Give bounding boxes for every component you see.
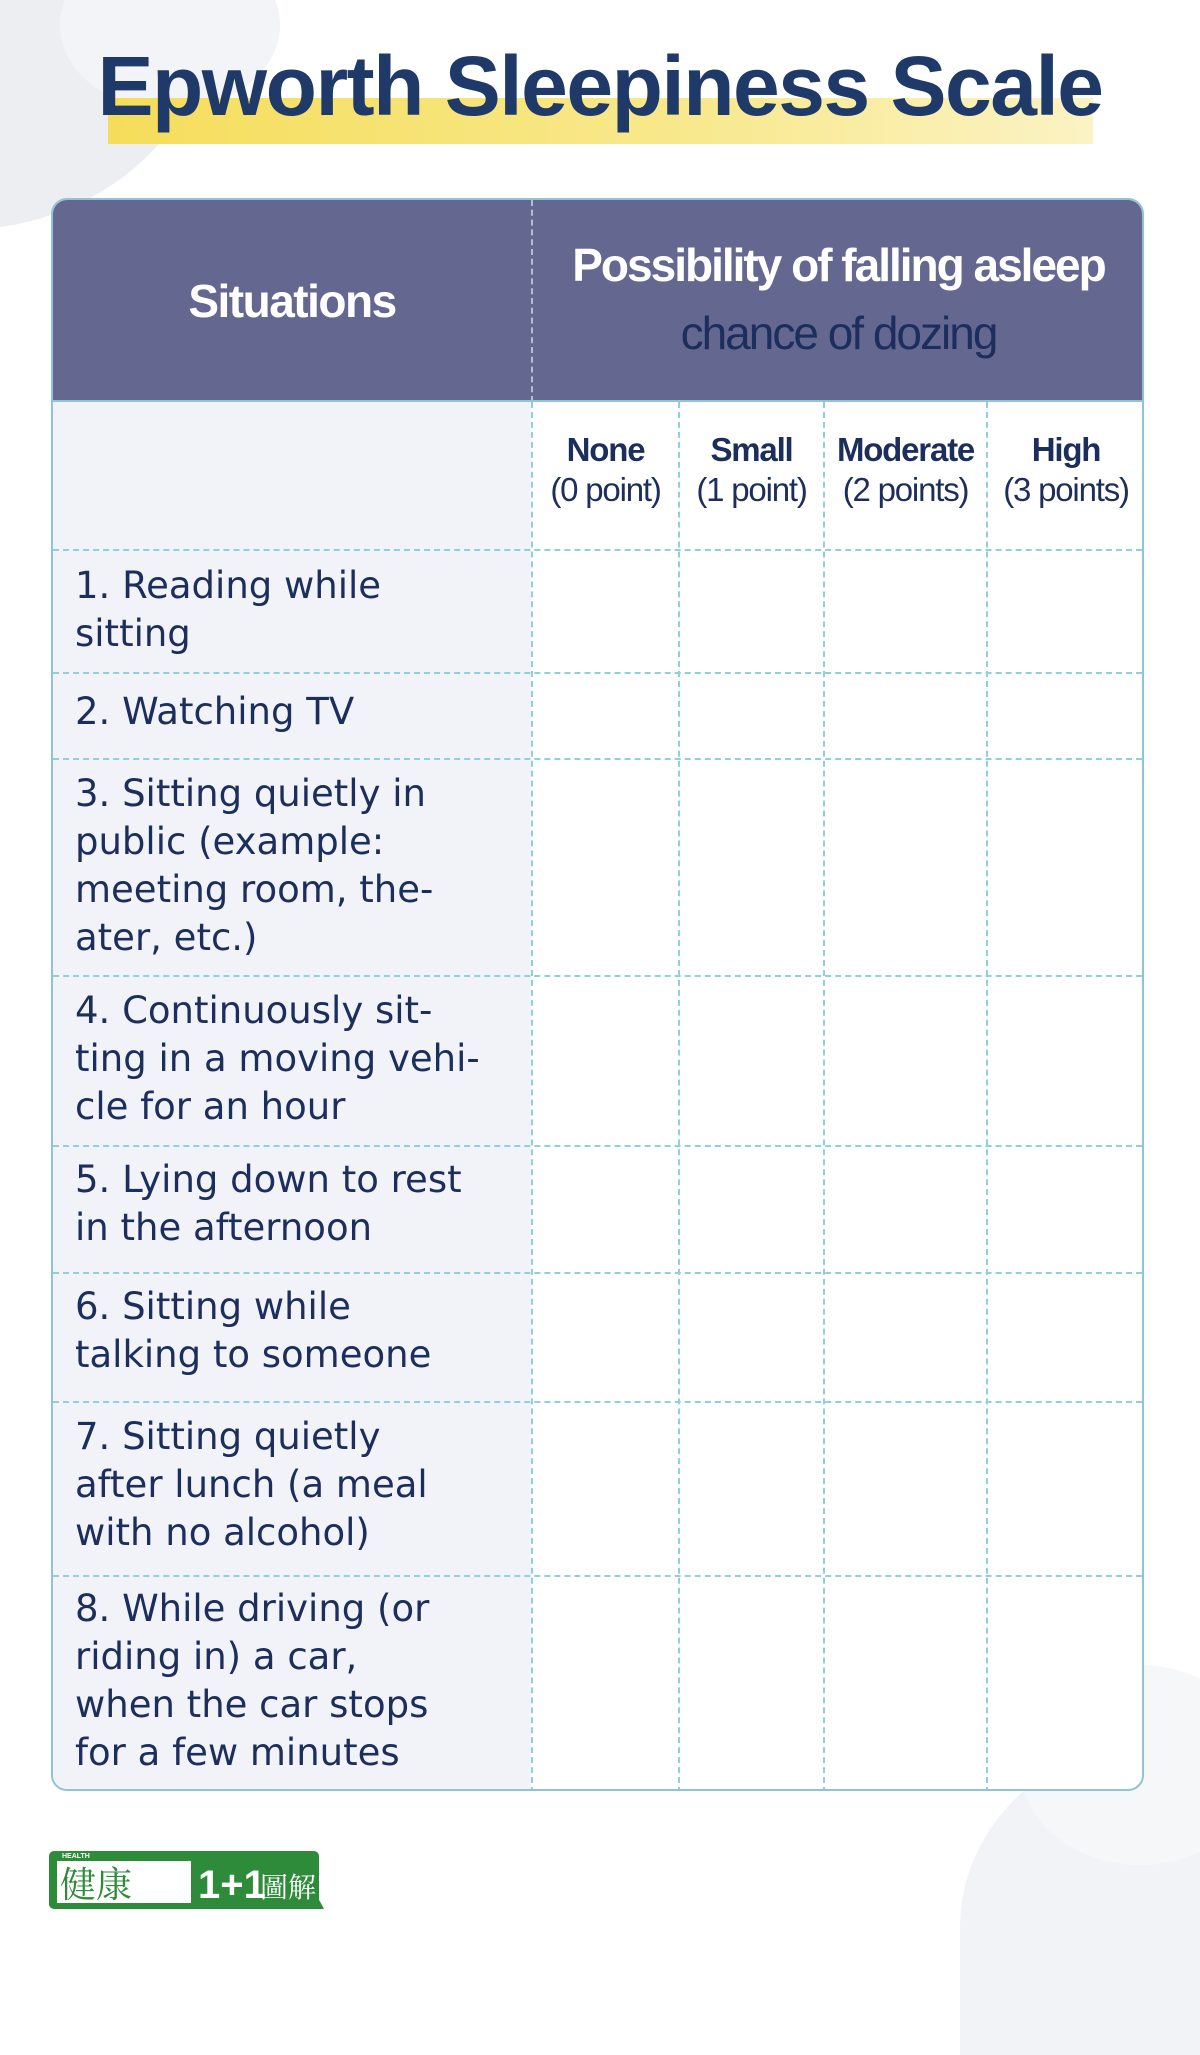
column-name: Moderate (836, 431, 975, 468)
situation-row-3: 3. Sitting quietly in public (example: meeting room, the- ater, etc.) (75, 772, 434, 959)
column-points: (0 point) (550, 471, 661, 508)
situation-row-2: 2. Watching TV (75, 690, 355, 733)
column-divider (531, 402, 533, 1791)
row-divider (53, 1575, 1142, 1577)
header-possibility-subtitle: chance of dozing (680, 307, 997, 359)
row-divider (53, 672, 1142, 674)
header-bottom-line (53, 400, 1142, 402)
row-divider (53, 758, 1142, 760)
column-divider (986, 402, 988, 1791)
header-possibility-title: Possibility of falling asleep (572, 239, 1105, 291)
logo-small-text: HEALTH (62, 1853, 90, 1860)
column-header-high (988, 430, 1144, 520)
row-divider (53, 975, 1142, 977)
column-header-none (533, 430, 678, 520)
situation-row-4: 4. Continuously sit- ting in a moving vehi- cle for an hour (75, 989, 480, 1128)
situation-row-5: 5. Lying down to rest in the afternoon (75, 1158, 462, 1249)
logo-chinese-text: 健康 (60, 1865, 133, 1906)
column-points: (3 points) (1003, 471, 1129, 508)
header-possibility (533, 200, 1144, 402)
column-header-small (680, 430, 823, 520)
sleepiness-table (51, 198, 1144, 1791)
column-divider (823, 402, 825, 1791)
row-divider (53, 1272, 1142, 1274)
column-header-moderate (825, 430, 986, 520)
column-name: High (1031, 431, 1101, 468)
situation-row-8: 8. While driving (or riding in) a car, when the car stops for a few minutes (75, 1587, 430, 1774)
logo-number-text: 1+1 (198, 1863, 266, 1907)
column-points: (1 point) (696, 471, 807, 508)
situation-row-6: 6. Sitting while talking to someone (75, 1285, 432, 1376)
header-divider (531, 200, 533, 402)
health-1plus1-logo (48, 1848, 328, 1914)
row-divider (53, 1145, 1142, 1147)
column-points: (2 points) (842, 471, 969, 508)
column-name: Small (710, 431, 793, 468)
header-situations: Situations (188, 275, 396, 327)
page-title: Epworth Sleepiness Scale (97, 39, 1103, 133)
situation-row-1: 1. Reading while sitting (75, 564, 382, 655)
title-container (0, 38, 1200, 135)
situation-row-7: 7. Sitting quietly after lunch (a meal with no alcohol) (75, 1415, 428, 1554)
column-name: None (566, 431, 645, 468)
logo-chinese-text-2: 圖解 (260, 1871, 317, 1904)
row-divider (53, 1401, 1142, 1403)
column-divider (678, 402, 680, 1791)
row-divider (53, 549, 1142, 551)
